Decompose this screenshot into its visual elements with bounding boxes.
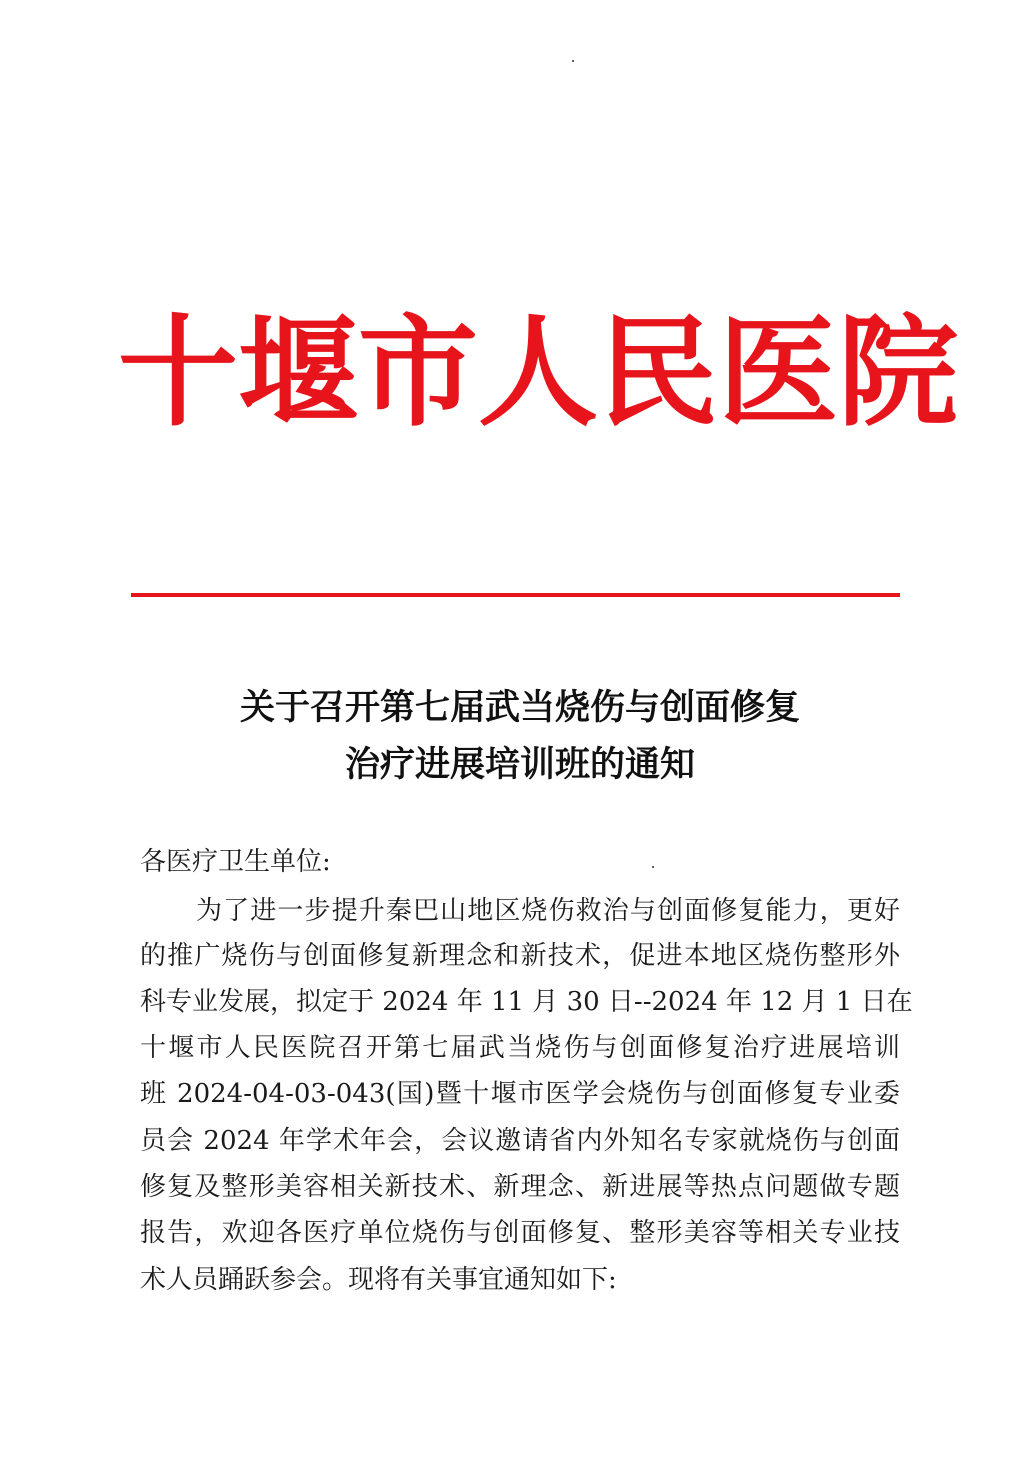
letterhead-masthead xyxy=(118,300,958,445)
red-divider-line xyxy=(131,593,900,597)
scan-speck xyxy=(572,60,574,62)
body-text-line: 修复及整形美容相关新技术、新理念、新进展等热点问题做专题 xyxy=(140,1172,900,1202)
body-text-line: 科专业发展，拟定于 2024 年 11 月 30 日--2024 年 12 月 1 日在 xyxy=(140,987,913,1017)
masthead-char: 民 xyxy=(598,302,718,443)
body-text-line: 的推广烧伤与创面修复新理念和新技术，促进本地区烧伤整形外 xyxy=(140,941,900,971)
salutation: 各医疗卫生单位: xyxy=(140,847,331,877)
body-text-line: 班 2024-04-03-043(国)暨十堰市医学会烧伤与创面修复专业委 xyxy=(140,1079,900,1109)
masthead-char: 医 xyxy=(718,302,838,443)
document-title-line-1: 关于召开第七届武当烧伤与创面修复 xyxy=(239,687,800,728)
masthead-char: 院 xyxy=(838,302,958,443)
masthead-char: 堰 xyxy=(238,302,358,443)
body-text-line: 术人员踊跃参会。现将有关事宜通知如下: xyxy=(140,1265,617,1295)
body-text-line: 报告，欢迎各医疗单位烧伤与创面修复、整形美容等相关专业技 xyxy=(140,1218,900,1248)
body-text-line: 十堰市人民医院召开第七届武当烧伤与创面修复治疗进展培训 xyxy=(140,1033,900,1063)
document-title-line-2: 治疗进展培训班的通知 xyxy=(344,744,695,785)
scan-speck xyxy=(652,866,654,868)
masthead-char: 市 xyxy=(358,302,478,443)
body-text-line: 员会 2024 年学术年会，会议邀请省内外知名专家就烧伤与创面 xyxy=(140,1126,900,1156)
masthead-char: 十 xyxy=(118,302,238,443)
body-text-line: 为了进一步提升秦巴山地区烧伤救治与创面修复能力，更好 xyxy=(196,896,900,926)
masthead-char: 人 xyxy=(478,302,598,443)
